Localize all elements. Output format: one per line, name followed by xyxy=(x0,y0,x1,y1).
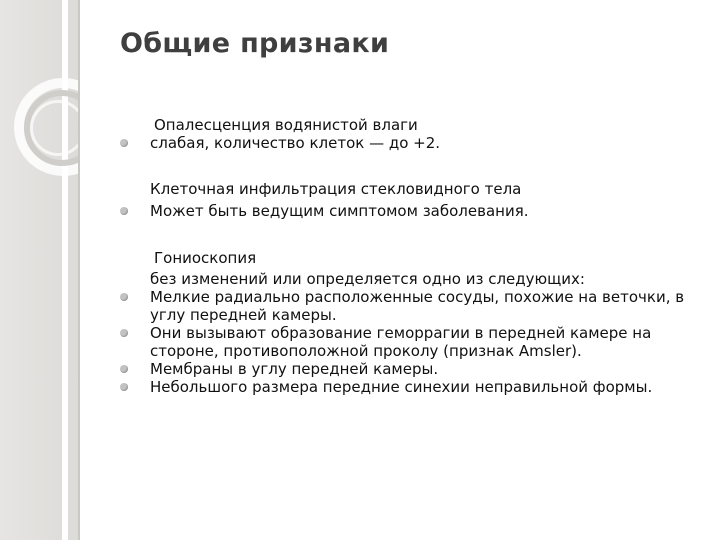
bullet-item: Мелкие радиально расположенные сосуды, похожие на веточки, в углу передней камеры. xyxy=(116,288,711,324)
slide-content xyxy=(116,116,711,396)
decorative-ring-inner xyxy=(30,100,80,156)
section-heading-opalescence: Опалесценция водянистой влаги xyxy=(154,116,418,134)
bullet-item: Небольшого размера передние синехии неправильной формы. xyxy=(116,378,711,396)
bullet-item: Они вызывают образование геморрагии в передней камере на стороне, противоположной проколу (признак Amsler). xyxy=(116,324,711,360)
section-subheading-gonioscopy: без изменений или определяется одно из следующих: xyxy=(150,270,585,288)
section-heading-vitreous: Клеточная инфильтрация стекловидного тела xyxy=(150,180,522,198)
bullet-item: Может быть ведущим симптомом заболевания. xyxy=(116,202,711,220)
bullet-item: слабая, количество клеток — до +2. xyxy=(116,134,711,152)
section-heading-gonioscopy: Гониоскопия xyxy=(154,249,257,267)
side-decoration-panel xyxy=(0,0,80,540)
bullet-item: Мембраны в углу передней камеры. xyxy=(116,360,711,378)
side-edge-line xyxy=(78,0,80,540)
slide-title: Общие признаки xyxy=(120,28,390,59)
